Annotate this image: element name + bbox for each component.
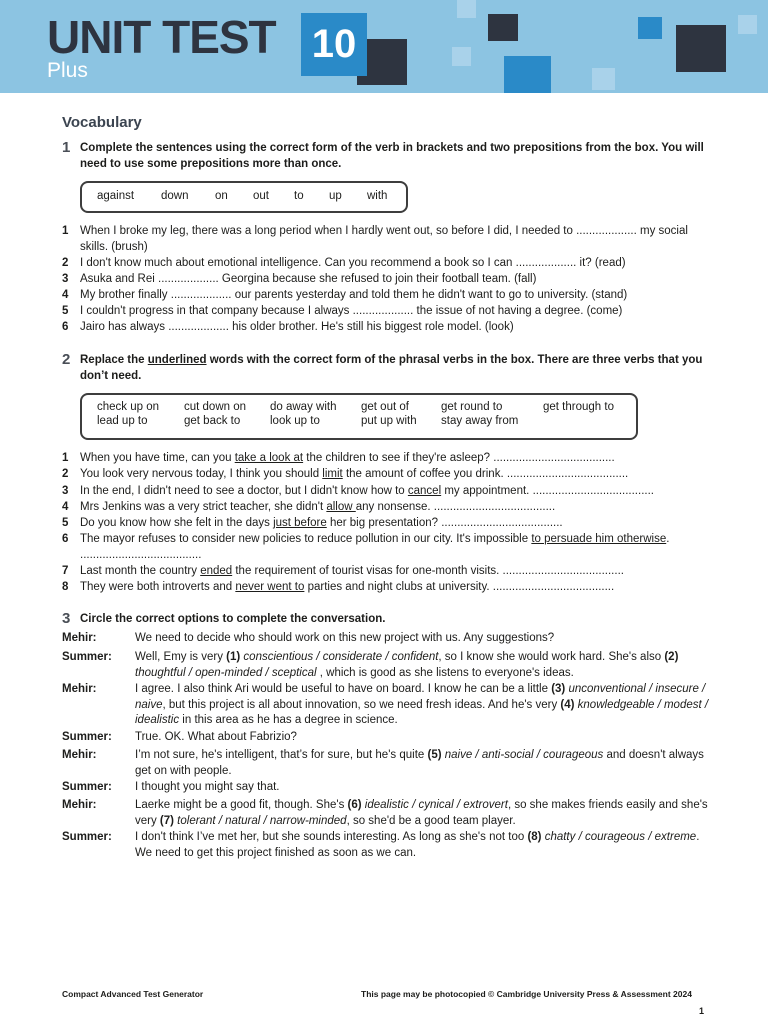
decor-square <box>457 0 476 18</box>
word-box-item: down <box>161 190 189 202</box>
unit-test-subtitle: Plus <box>47 59 88 82</box>
decor-square <box>592 68 615 90</box>
exercise-1-item: 1 When I broke my leg, there was a long period when I hardly went out, so before I did, I needed to ................... my social skills. (brush) <box>62 225 688 253</box>
exercise-1-number: 1 <box>62 139 71 156</box>
page-number: 1 <box>699 1006 705 1016</box>
answer-options[interactable]: idealistic / cynical / extrovert <box>361 799 508 811</box>
footer-copyright: This page may be photocopied © Cambridge University Press & Assessment 2024 <box>361 989 692 999</box>
exercise-3-instruction: Circle the correct options to complete the conversation. <box>80 613 386 625</box>
unit-number-badge: 10 <box>301 13 367 76</box>
speaker-name: Summer: <box>62 781 112 793</box>
decor-square <box>738 15 757 34</box>
answer-blank[interactable]: ...................................... <box>492 581 615 593</box>
exercise-2-instruction: Replace the underlined words with the correct form of the phrasal verbs in the box. There are three verbs that you don’t need. <box>80 354 703 382</box>
decor-square <box>452 47 471 66</box>
speaker-name: Mehir: <box>62 632 97 644</box>
word-box-item: up <box>329 190 342 202</box>
word-box-item: against <box>97 190 135 202</box>
exercise-1-item: 3 Asuka and Rei ................... Georgina because she refused to join their football team. (fall) <box>62 273 537 285</box>
unit-test-title: UNIT TEST <box>47 11 276 63</box>
answer-blank[interactable]: ................... <box>158 273 219 285</box>
answer-options[interactable]: tolerant / natural / narrow-minded <box>173 814 347 827</box>
word-box-item: get through to <box>543 401 614 413</box>
exercise-2-item: 4 Mrs Jenkins was a very strict teacher, she didn't allow any nonsense. ...................................... <box>62 501 556 513</box>
word-box-item: lead up to <box>97 415 148 427</box>
answer-blank[interactable]: ...................................... <box>433 501 556 513</box>
dialogue-line: Mehir: I’m not sure, he's intelligent, that’s for sure, but he's quite (5) naive / anti-social / courageous and doesn't always get on with people. <box>62 749 704 777</box>
speaker-name: Mehir: <box>62 799 97 811</box>
word-box-item: do away with <box>270 401 337 413</box>
word-box-item: to <box>294 190 304 202</box>
answer-blank[interactable]: ................... <box>168 321 229 333</box>
page-header <box>0 0 768 93</box>
exercise-2-item: 1 When you have time, can you take a look at the children to see if they're asleep? ...................................... <box>62 452 615 464</box>
speaker-name: Summer: <box>62 731 112 743</box>
answer-blank[interactable]: ................... <box>352 305 414 317</box>
word-box-item: cut down on <box>184 401 247 413</box>
exercise-1-item: 4 My brother finally ................... our parents yesterday and told them he didn't want to go to university. (stand) <box>62 289 628 301</box>
footer-left: Compact Advanced Test Generator <box>62 989 204 999</box>
answer-blank[interactable]: ................... <box>576 225 637 237</box>
answer-options[interactable]: knowledgeable / modest / idealistic <box>135 698 709 726</box>
decor-square <box>488 14 518 41</box>
speaker-name: Mehir: <box>62 683 97 695</box>
answer-blank[interactable]: ...................................... <box>502 565 624 577</box>
exercise-1-item: 2 I don't know much about emotional intelligence. Can you recommend a book so I can ................... it? (read) <box>62 257 626 269</box>
word-box-item: on <box>215 190 228 202</box>
exercise-2-word-box <box>80 393 638 440</box>
answer-options[interactable]: conscientious / considerate / confident <box>240 651 439 663</box>
answer-options[interactable]: thoughtful / open-minded / sceptical <box>135 666 317 679</box>
exercise-2-item: 5 Do you know how she felt in the days just before her big presentation? ...................................... <box>62 517 563 529</box>
answer-blank[interactable]: ................... <box>170 289 232 301</box>
exercise-3-number: 3 <box>62 610 71 627</box>
word-box-item: out <box>253 190 269 202</box>
exercise-1-word-box <box>80 181 408 213</box>
word-box-item: with <box>367 190 388 202</box>
speaker-name: Summer: <box>62 831 112 843</box>
dialogue-line: Summer: Well, Emy is very (1) conscientious / considerate / confident, so I know she would work hard. She's also (2) thoughtful / open-minded / sceptical , which is good as she listens to everyone's ideas. <box>62 651 679 679</box>
answer-options[interactable]: chatty / courageous / extreme <box>541 831 697 843</box>
dialogue-line: Mehir: I agree. I also think Ari would be useful to have on board. I know he can be a little (3) unconventional / insecure / naive, but this project is all about innovation, so we need fresh ideas. And he's very (4) knowledgeable / modest / idealistic in this area as he has a degree in science. <box>62 683 709 726</box>
word-box-item: put up with <box>361 415 417 427</box>
word-box-item: look up to <box>270 415 320 427</box>
speaker-name: Summer: <box>62 651 112 663</box>
exercise-1-item: 5 I couldn't progress in that company because I always ................... the issue of not having a degree. (come) <box>62 305 623 317</box>
word-box-item: check up on <box>97 401 160 413</box>
word-box-item: stay away from <box>441 415 519 427</box>
dialogue-line: Summer: I thought you might say that. <box>62 780 712 796</box>
section-title: Vocabulary <box>62 114 142 131</box>
answer-options[interactable]: naive / anti-social / courageous <box>441 749 604 761</box>
speaker-name: Mehir: <box>62 749 97 761</box>
answer-options[interactable]: unconventional / insecure / naive <box>135 683 706 711</box>
answer-blank[interactable]: ...................................... <box>493 452 615 464</box>
word-box-item: get back to <box>184 415 241 427</box>
exercise-2-item: 7 Last month the country ended the requirement of tourist visas for one-month visits. ...................................... <box>62 565 624 577</box>
decor-square <box>638 17 662 39</box>
word-box-item: get out of <box>361 401 409 413</box>
exercise-1-instruction: Complete the sentences using the correct form of the verb in brackets and two prepositions from the box. You will need to use some prepositions more than once. <box>80 142 704 170</box>
dialogue-line: Summer: I don't think I’ve met her, but she sounds interesting. As long as she's not too (8) chatty / courageous / extreme. We need to get this project finished as soon as we can. <box>62 831 700 859</box>
dialogue-line: Mehir: We need to decide who should work on this new project with us. Any suggestions? <box>62 631 712 647</box>
exercise-2-item: 3 In the end, I didn't need to see a doctor, but I didn't know how to cancel my appointment. ...................................... <box>62 485 654 497</box>
exercise-2-number: 2 <box>62 351 71 368</box>
dialogue-line: Summer: True. OK. What about Fabrizio? <box>62 730 712 746</box>
answer-blank[interactable]: ...................................... <box>441 517 563 529</box>
answer-blank[interactable]: ...................................... <box>80 549 202 561</box>
exercise-2-item: 6 The mayor refuses to consider new policies to reduce pollution in our city. It's impossible to persuade him otherwise. ...................................... <box>62 533 670 561</box>
exercise-1-item: 6 Jairo has always ................... his older brother. He's still his biggest role model. (look) <box>62 321 514 333</box>
answer-blank[interactable]: ................... <box>515 257 577 269</box>
decor-square <box>504 56 551 93</box>
exercise-2-item: 8 They were both introverts and never went to parties and night clubs at university. ...................................... <box>62 581 615 593</box>
word-box-item: get round to <box>441 401 503 413</box>
answer-blank[interactable]: ...................................... <box>532 485 654 497</box>
dialogue-line: Mehir: Laerke might be a good fit, though. She's (6) idealistic / cynical / extrovert, so she makes friends easily and she's very (7) tolerant / natural / narrow-minded, so she'd be a good team player. <box>62 799 708 827</box>
exercise-2-item: 2 You look very nervous today, I think you should limit the amount of coffee you drink. ...................................... <box>62 468 629 480</box>
answer-blank[interactable]: ...................................... <box>506 468 629 480</box>
decor-square <box>676 25 726 72</box>
